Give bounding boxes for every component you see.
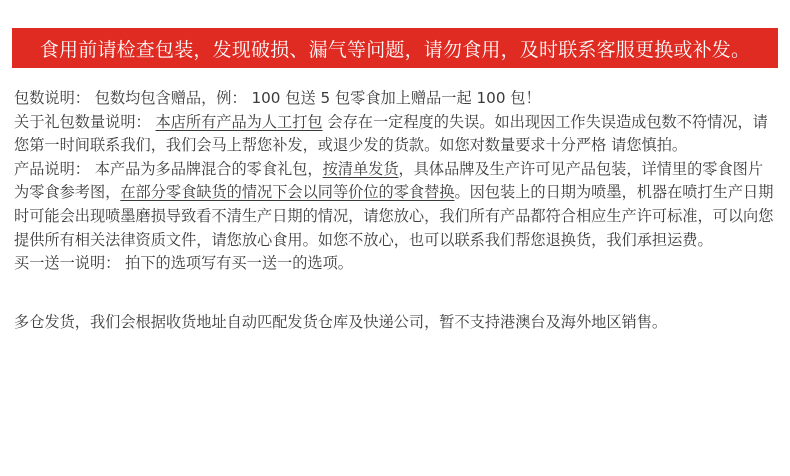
manual-packing-text: 本店所有产品为人工打包 <box>155 112 323 131</box>
gift-note-lead: 关于礼包数量说明： <box>14 112 156 131</box>
product-note-body: 。因包装上的日期为喷墨，机器在喷打生产日期时可能会出现喷墨磨损导致看不清生产日期的情况，请您放心，我们所有产品都符合相应生产许可标准，可以向您提供所有相关法律资质文件，请您放心食用。如您不放心，也可以联系我们帮您退换货，我们承担运费。 <box>14 183 774 249</box>
product-note-middle: ，具体品牌及生产许可见产品包装，详情里的零食图片为零食参考图， <box>14 159 764 202</box>
substitution-text: 在部分零食缺货的情况下会以同等价位的零食替换 <box>120 183 455 202</box>
gift-note-body: 会存在一定程度的失误。如出现因工作失误造成包数不符情况，请您第一时间联系我们，我们会马上帮您补发，或退少发的货款。如您对数量要求十分严格 请您慎拍。 <box>14 112 768 155</box>
product-note <box>14 158 778 252</box>
warning-banner-text: 食用前请检查包装，发现破损、漏气等问题，请勿食用，及时联系客服更换或补发。 <box>39 38 751 61</box>
ship-by-list-text: 按清单发货 <box>322 159 399 178</box>
notice-content <box>14 87 778 334</box>
warning-banner <box>12 28 778 68</box>
gift-quantity-note <box>14 111 778 158</box>
product-note-lead: 产品说明： 本产品为多品牌混合的零食礼包， <box>14 159 323 178</box>
package-count-note: 包数说明： 包数均包含赠品，例： 100 包送 5 包零食加上赠品一起 100 包！ <box>14 89 541 107</box>
shipping-note: 多仓发货，我们会根据收货地址自动匹配发货仓库及快递公司，暂不支持港澳台及海外地区销售。 <box>14 312 668 331</box>
bogo-note: 买一送一说明： 拍下的选项写有买一送一的选项。 <box>14 254 353 273</box>
paragraph-gap <box>14 276 778 311</box>
